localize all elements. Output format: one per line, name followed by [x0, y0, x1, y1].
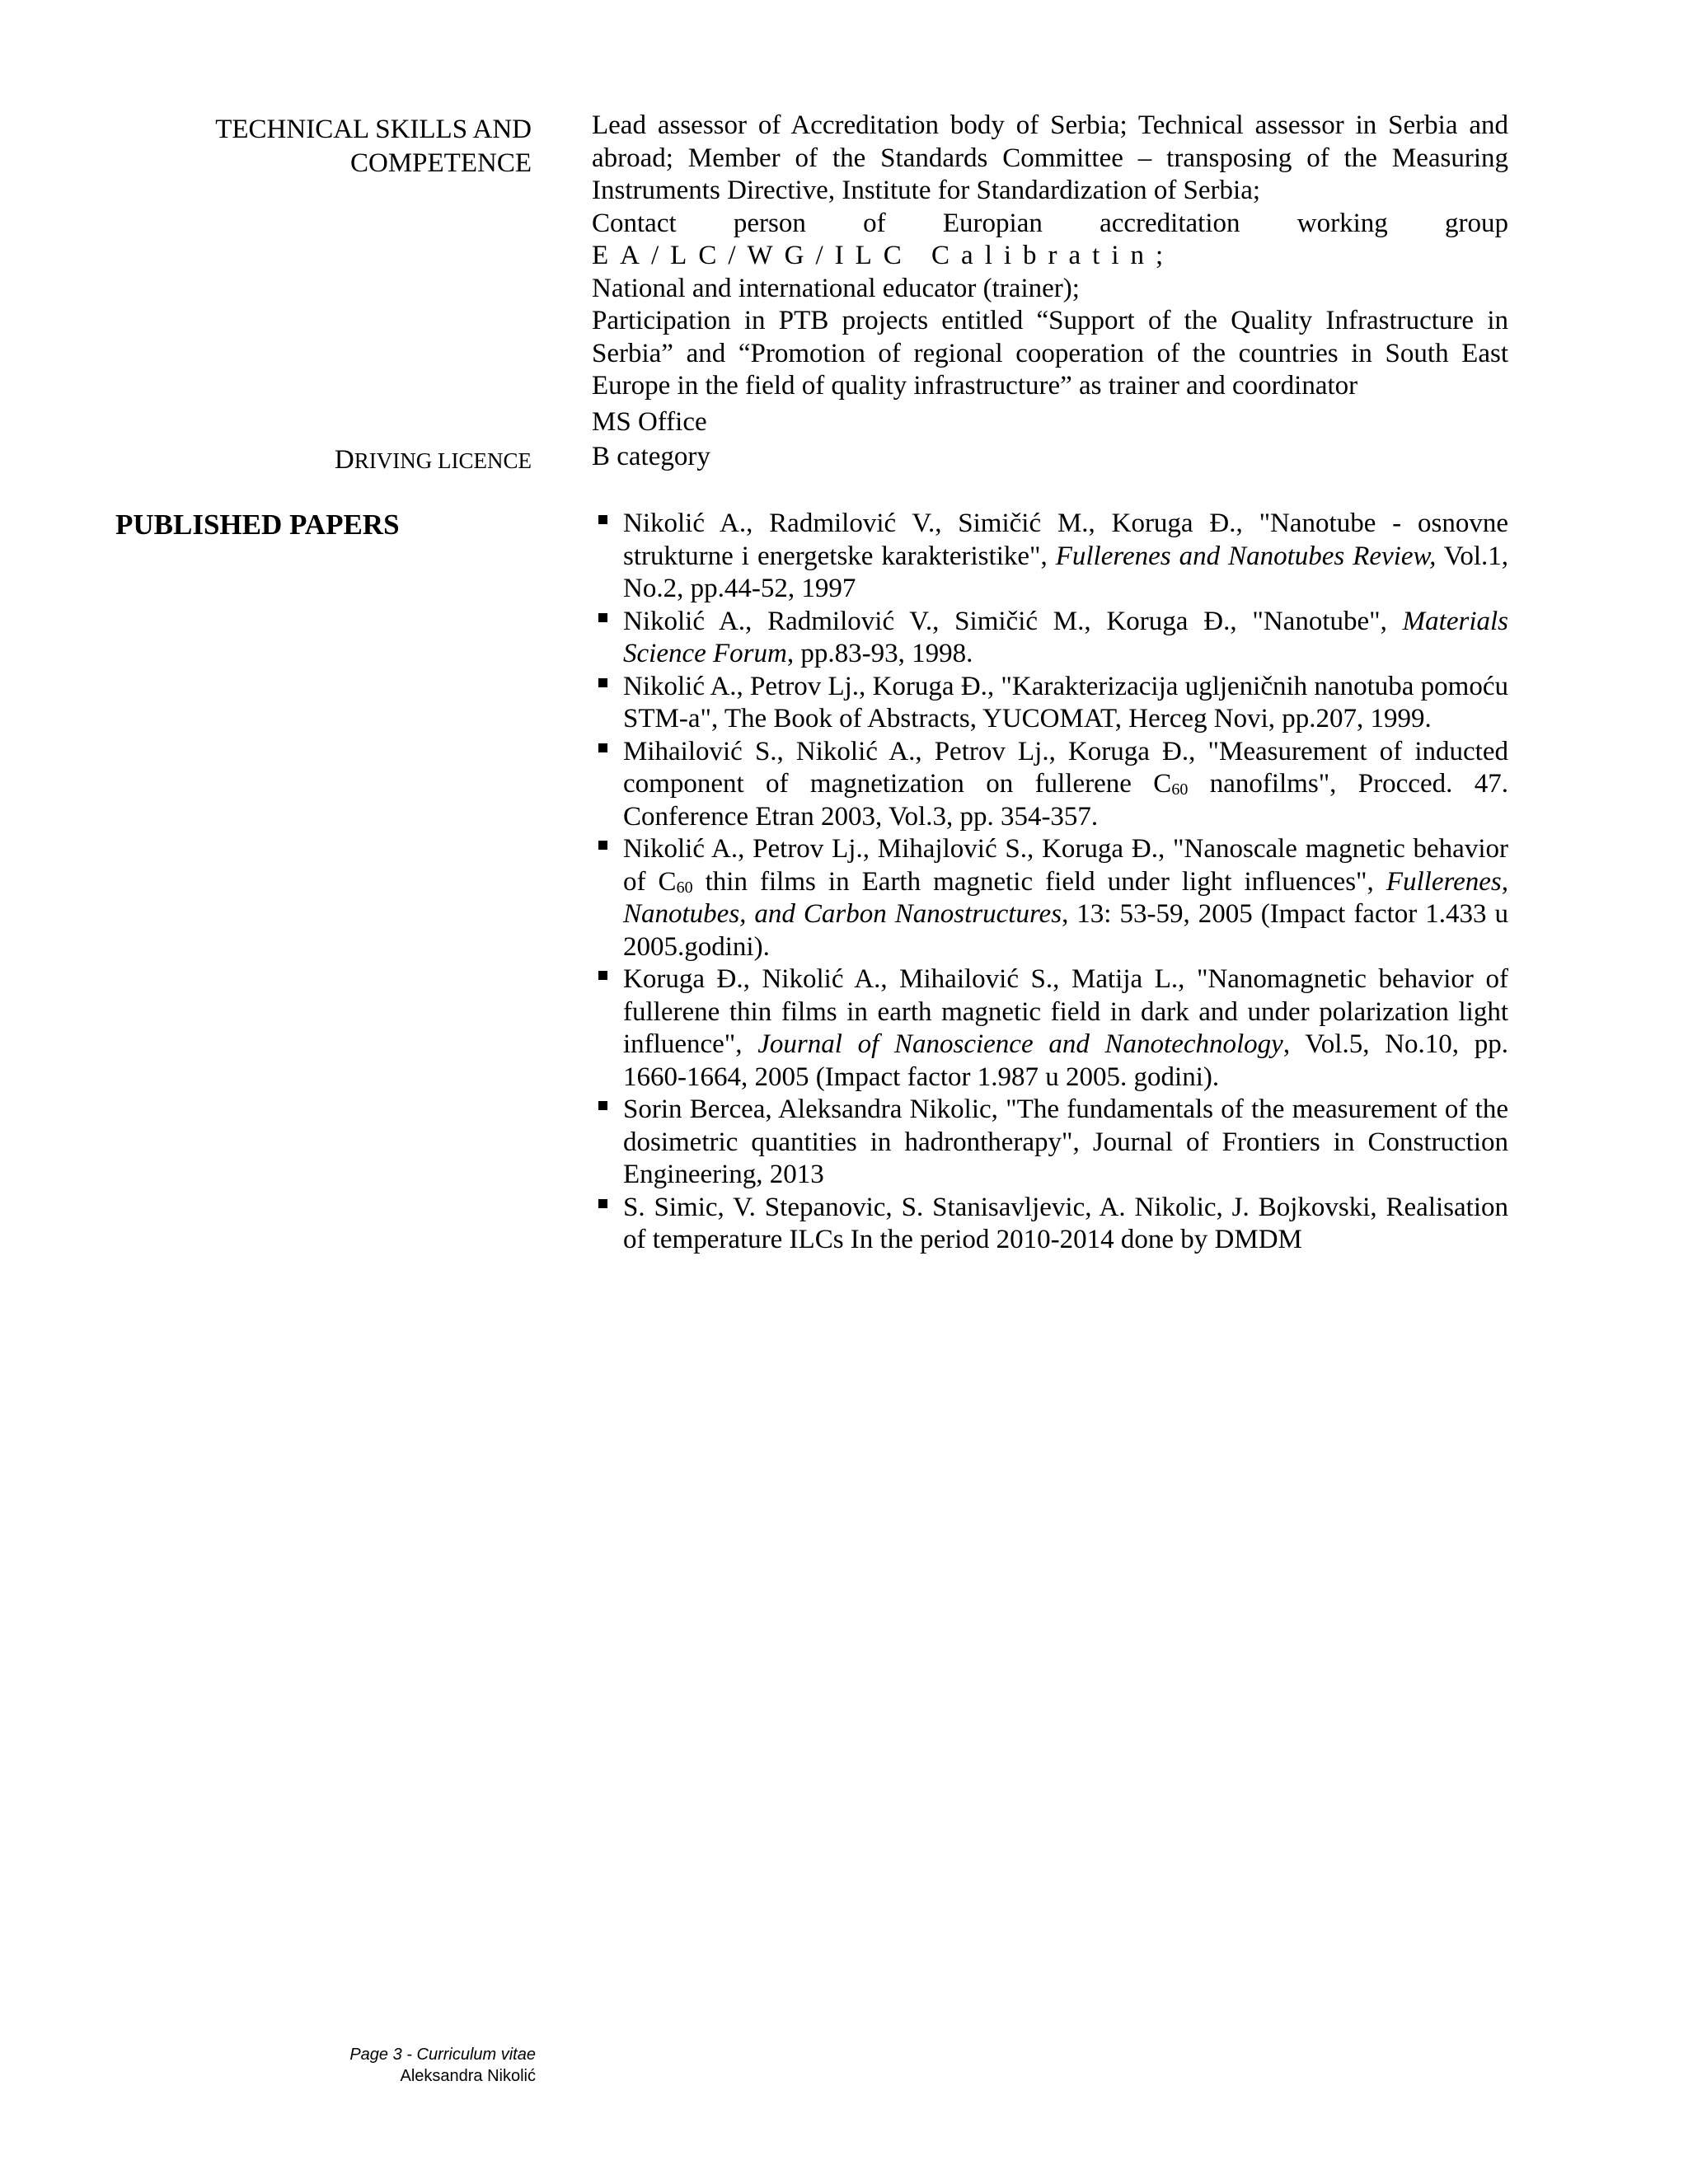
driving-licence-label — [132, 443, 532, 478]
published-papers-list — [592, 508, 1508, 1257]
paper-item: Nikolić A., Petrov Lj., Mihajlović S., Koruga Đ., "Nanoscale magnetic behavior of $C_{60}$ thin films in Earth magnetic field under light influences", Fullerenes, Nanotubes, and Carbon Nanostructures, 13: 53-59, 2005 (Impact factor 1.433 u 2005.godini). — [592, 833, 1508, 963]
bullet-square-icon — [598, 1101, 607, 1110]
paper-item: Mihailović S., Nikolić A., Petrov Lj., Koruga Đ., "Measurement of inducted component of magnetization on fullerene $C_{60}$ nanofilms", Procced. 47. Conference Etran 2003, Vol.3, pp. 354-357. — [592, 736, 1508, 834]
paper-item: Koruga Đ., Nikolić A., Mihailović S., Matija L., "Nanomagnetic behavior of fullerene thin films in earth magnetic field in dark and under polarization light influence", Journal of Nanoscience and Nanotechnology, Vol.5, No.10, pp. 1660-1664, 2005 (Impact factor 1.987 u 2005. godini). — [592, 963, 1508, 1094]
footer-page-label: Page 3 - Curriculum vitae — [349, 2046, 536, 2064]
technical-skills-line: Contact person of Europian accreditation working group — [592, 208, 1508, 238]
bullet-square-icon — [598, 841, 607, 850]
technical-skills-line: Lead assessor of Accreditation body of Serbia; Technical assessor in Serbia and abroad; Member of the Standards Committee – transposing of the Measuring Instruments Directive, Institute for Standardization of Serbia; — [592, 110, 1508, 205]
bullet-square-icon — [598, 743, 607, 752]
technical-skills-label — [132, 113, 532, 180]
bullet-square-icon — [598, 971, 607, 980]
bullet-square-icon — [598, 678, 607, 687]
technical-skills-line: EA/LC/WG/ILC Calibratin; — [592, 241, 1175, 270]
driving-licence-label-rest: RIVING LICENCE — [354, 448, 532, 473]
technical-skills-label-line2: COMPETENCE — [349, 148, 532, 178]
paper-item: S. Simic, V. Stepanovic, S. Stanisavljevic, A. Nikolic, J. Bojkovski, Realisation of temperature ILCs In the period 2010-2014 done by DMDM — [592, 1192, 1508, 1257]
footer-author-name: Aleksandra Nikolić — [400, 2067, 536, 2085]
paper-item: Nikolić A., Petrov Lj., Koruga Đ., "Karakterizacija ugljeničnih nanotuba pomoću STM-a", The Book of Abstracts, YUCOMAT, Herceg Novi, pp.207, 1999. — [592, 671, 1508, 736]
technical-skills-line: National and international educator (trainer); — [592, 273, 1080, 303]
bullet-square-icon — [598, 515, 607, 524]
technical-skills-line: MS Office — [592, 406, 707, 437]
bullet-square-icon — [598, 1199, 607, 1208]
published-papers-label: PUBLISHED PAPERS — [115, 509, 400, 541]
driving-licence-value: B category — [592, 442, 710, 471]
technical-skills-line: Participation in PTB projects entitled “Support of the Quality Infrastructure in Serbia” and “Promotion of regional cooperation of the countries in South East Europe in the field of quality infrastructure” as trainer and coordinator — [592, 306, 1508, 401]
paper-item: Nikolić A., Radmilović V., Simičić M., Koruga Đ., "Nanotube", Materials Science Forum, pp.83-93, 1998. — [592, 606, 1508, 671]
paper-item: Sorin Bercea, Aleksandra Nikolic, "The fundamentals of the measurement of the dosimetric quantities in hadrontherapy", Journal of Frontiers in Construction Engineering, 2013 — [592, 1094, 1508, 1192]
driving-licence-label-initial: D — [334, 445, 354, 475]
technical-skills-content — [592, 110, 1508, 438]
technical-skills-label-line1: TECHNICAL SKILLS AND — [215, 115, 532, 144]
paper-item: Nikolić A., Radmilović V., Simičić M., Koruga Đ., "Nanotube - osnovne strukturne i energetske karakteristike", Fullerenes and Nanotubes Review, Vol.1, No.2, pp.44-52, 1997 — [592, 508, 1508, 606]
bullet-square-icon — [598, 613, 607, 622]
